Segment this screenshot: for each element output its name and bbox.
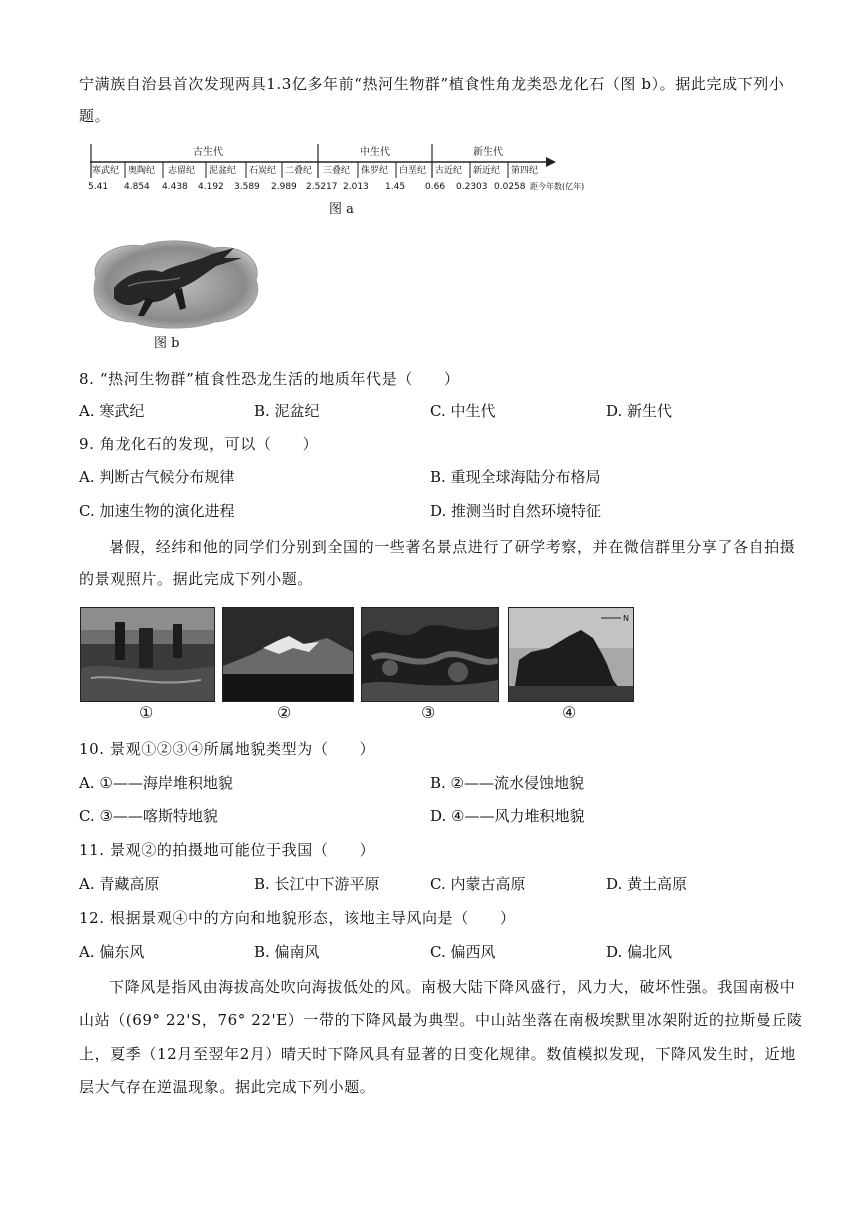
landscape-photo-1 [80, 607, 215, 702]
q8-option-d[interactable]: D. 新生代 [606, 402, 673, 420]
period-label: 志留纪 [168, 166, 196, 176]
q11-option-a[interactable]: A. 青藏高原 [79, 875, 160, 893]
geologic-timeline-figure [88, 140, 585, 200]
period-label: 奥陶纪 [128, 166, 156, 176]
age-value: 2.989 [271, 182, 297, 192]
q10-option-a[interactable]: A. ①——海岸堆积地貌 [79, 774, 233, 792]
q11-stem: 11. 景观②的拍摄地可能位于我国（ ） [79, 841, 376, 859]
age-value: 0.2303 [456, 182, 488, 192]
fossil-photo-svg [84, 236, 264, 332]
intro-line-2: 题。 [79, 107, 111, 125]
period-label: 寒武纪 [92, 166, 120, 176]
q10-stem: 10. 景观①②③④所属地貌类型为（ ） [79, 740, 376, 758]
age-value: 5.41 [88, 182, 109, 192]
era-label-mesozoic: 中生代 [360, 147, 390, 158]
era-label-cenozoic: 新生代 [473, 147, 503, 158]
photo-label-4: ④ [562, 703, 577, 722]
svg-text:N: N [623, 614, 629, 623]
q11-option-d[interactable]: D. 黄土高原 [606, 875, 688, 893]
period-label: 石炭纪 [249, 166, 277, 176]
period-label: 白垩纪 [399, 166, 427, 176]
period-label: 侏罗纪 [361, 166, 389, 176]
period-label: 古近纪 [435, 166, 463, 176]
passage2-line-2: 的景观照片。据此完成下列小题。 [79, 570, 314, 588]
age-value: 4.854 [124, 182, 150, 192]
q12-option-a[interactable]: A. 偏东风 [79, 943, 145, 961]
age-value: 4.192 [198, 182, 224, 192]
figure-b-caption: 图 b [154, 336, 180, 351]
period-label: 三叠纪 [323, 166, 351, 176]
q12-stem: 12. 根据景观④中的方向和地貌形态，该地主导风向是（ ） [79, 909, 516, 927]
q8-option-c[interactable]: C. 中生代 [430, 402, 496, 420]
q9-stem: 9. 角龙化石的发现，可以（ ） [79, 435, 319, 453]
landscape-photo-3 [361, 607, 499, 702]
age-value: 2.5217 [306, 182, 338, 192]
passage3-line-1: 下降风是指风由海拔高处吹向海拔低处的风。南极大陆下降风盛行，风力大，破坏性强。我国南极中 [109, 978, 796, 996]
q10-option-d[interactable]: D. ④——风力堆积地貌 [430, 807, 585, 825]
q12-option-c[interactable]: C. 偏西风 [430, 943, 496, 961]
age-value: 0.0258 [494, 182, 526, 192]
passage3-line-2: 山站（(69° 22'S，76° 22'E）一带的下降风最为典型。中山站坐落在南极埃默里冰架附近的拉斯曼丘陵 [79, 1011, 803, 1029]
q8-option-a[interactable]: A. 寒武纪 [79, 402, 145, 420]
q9-option-a[interactable]: A. 判断古气候分布规律 [79, 468, 235, 486]
q9-option-b[interactable]: B. 重现全球海陆分布格局 [430, 468, 601, 486]
fossil-image [84, 236, 264, 332]
q9-option-c[interactable]: C. 加速生物的演化进程 [79, 502, 235, 520]
age-value: 1.45 [385, 182, 406, 192]
q12-option-d[interactable]: D. 偏北风 [606, 943, 673, 961]
q11-option-b[interactable]: B. 长江中下游平原 [254, 875, 380, 893]
age-unit-label: 距今年数(亿年) [530, 182, 585, 191]
photo-label-2: ② [277, 703, 292, 722]
timeline-arrow-head [546, 157, 556, 167]
landscape-photo-4 [508, 607, 634, 702]
period-label: 二叠纪 [285, 166, 313, 176]
figure-a-caption: 图 a [329, 202, 354, 217]
q8-option-b[interactable]: B. 泥盆纪 [254, 402, 320, 420]
q10-option-b[interactable]: B. ②——流水侵蚀地貌 [430, 774, 585, 792]
q12-option-b[interactable]: B. 偏南风 [254, 943, 320, 961]
age-value: 2.013 [343, 182, 369, 192]
q10-option-c[interactable]: C. ③——喀斯特地貌 [79, 807, 218, 825]
q11-option-c[interactable]: C. 内蒙古高原 [430, 875, 526, 893]
q9-option-d[interactable]: D. 推测当时自然环境特征 [430, 502, 602, 520]
age-value: 4.438 [162, 182, 188, 192]
passage2-line-1: 暑假，经纬和他的同学们分别到全国的一些著名景点进行了研学考察，并在微信群里分享了各自拍摄 [109, 538, 796, 556]
intro-line-1: 宁满族自治县首次发现两具1.3亿多年前“热河生物群”植食性角龙类恐龙化石（图 b）。据此完成下列小 [79, 75, 785, 93]
landscape-photo-2 [222, 607, 354, 702]
passage3-line-3: 上，夏季（12月至翌年2月）晴天时下降风具有显著的日变化规律。数值模拟发现，下降风发生时，近地 [79, 1045, 796, 1063]
period-label: 泥盆纪 [209, 166, 237, 176]
period-label: 新近纪 [473, 166, 501, 176]
period-label: 第四纪 [511, 166, 539, 176]
q8-stem: 8. “热河生物群”植食性恐龙生活的地质年代是（ ） [79, 370, 460, 388]
age-value: 3.589 [234, 182, 260, 192]
photo-label-1: ① [139, 703, 154, 722]
passage3-line-4: 层大气存在逆温现象。据此完成下列小题。 [79, 1078, 376, 1096]
age-value: 0.66 [425, 182, 446, 192]
era-label-paleozoic: 古生代 [193, 147, 223, 158]
photo-label-3: ③ [421, 703, 436, 722]
